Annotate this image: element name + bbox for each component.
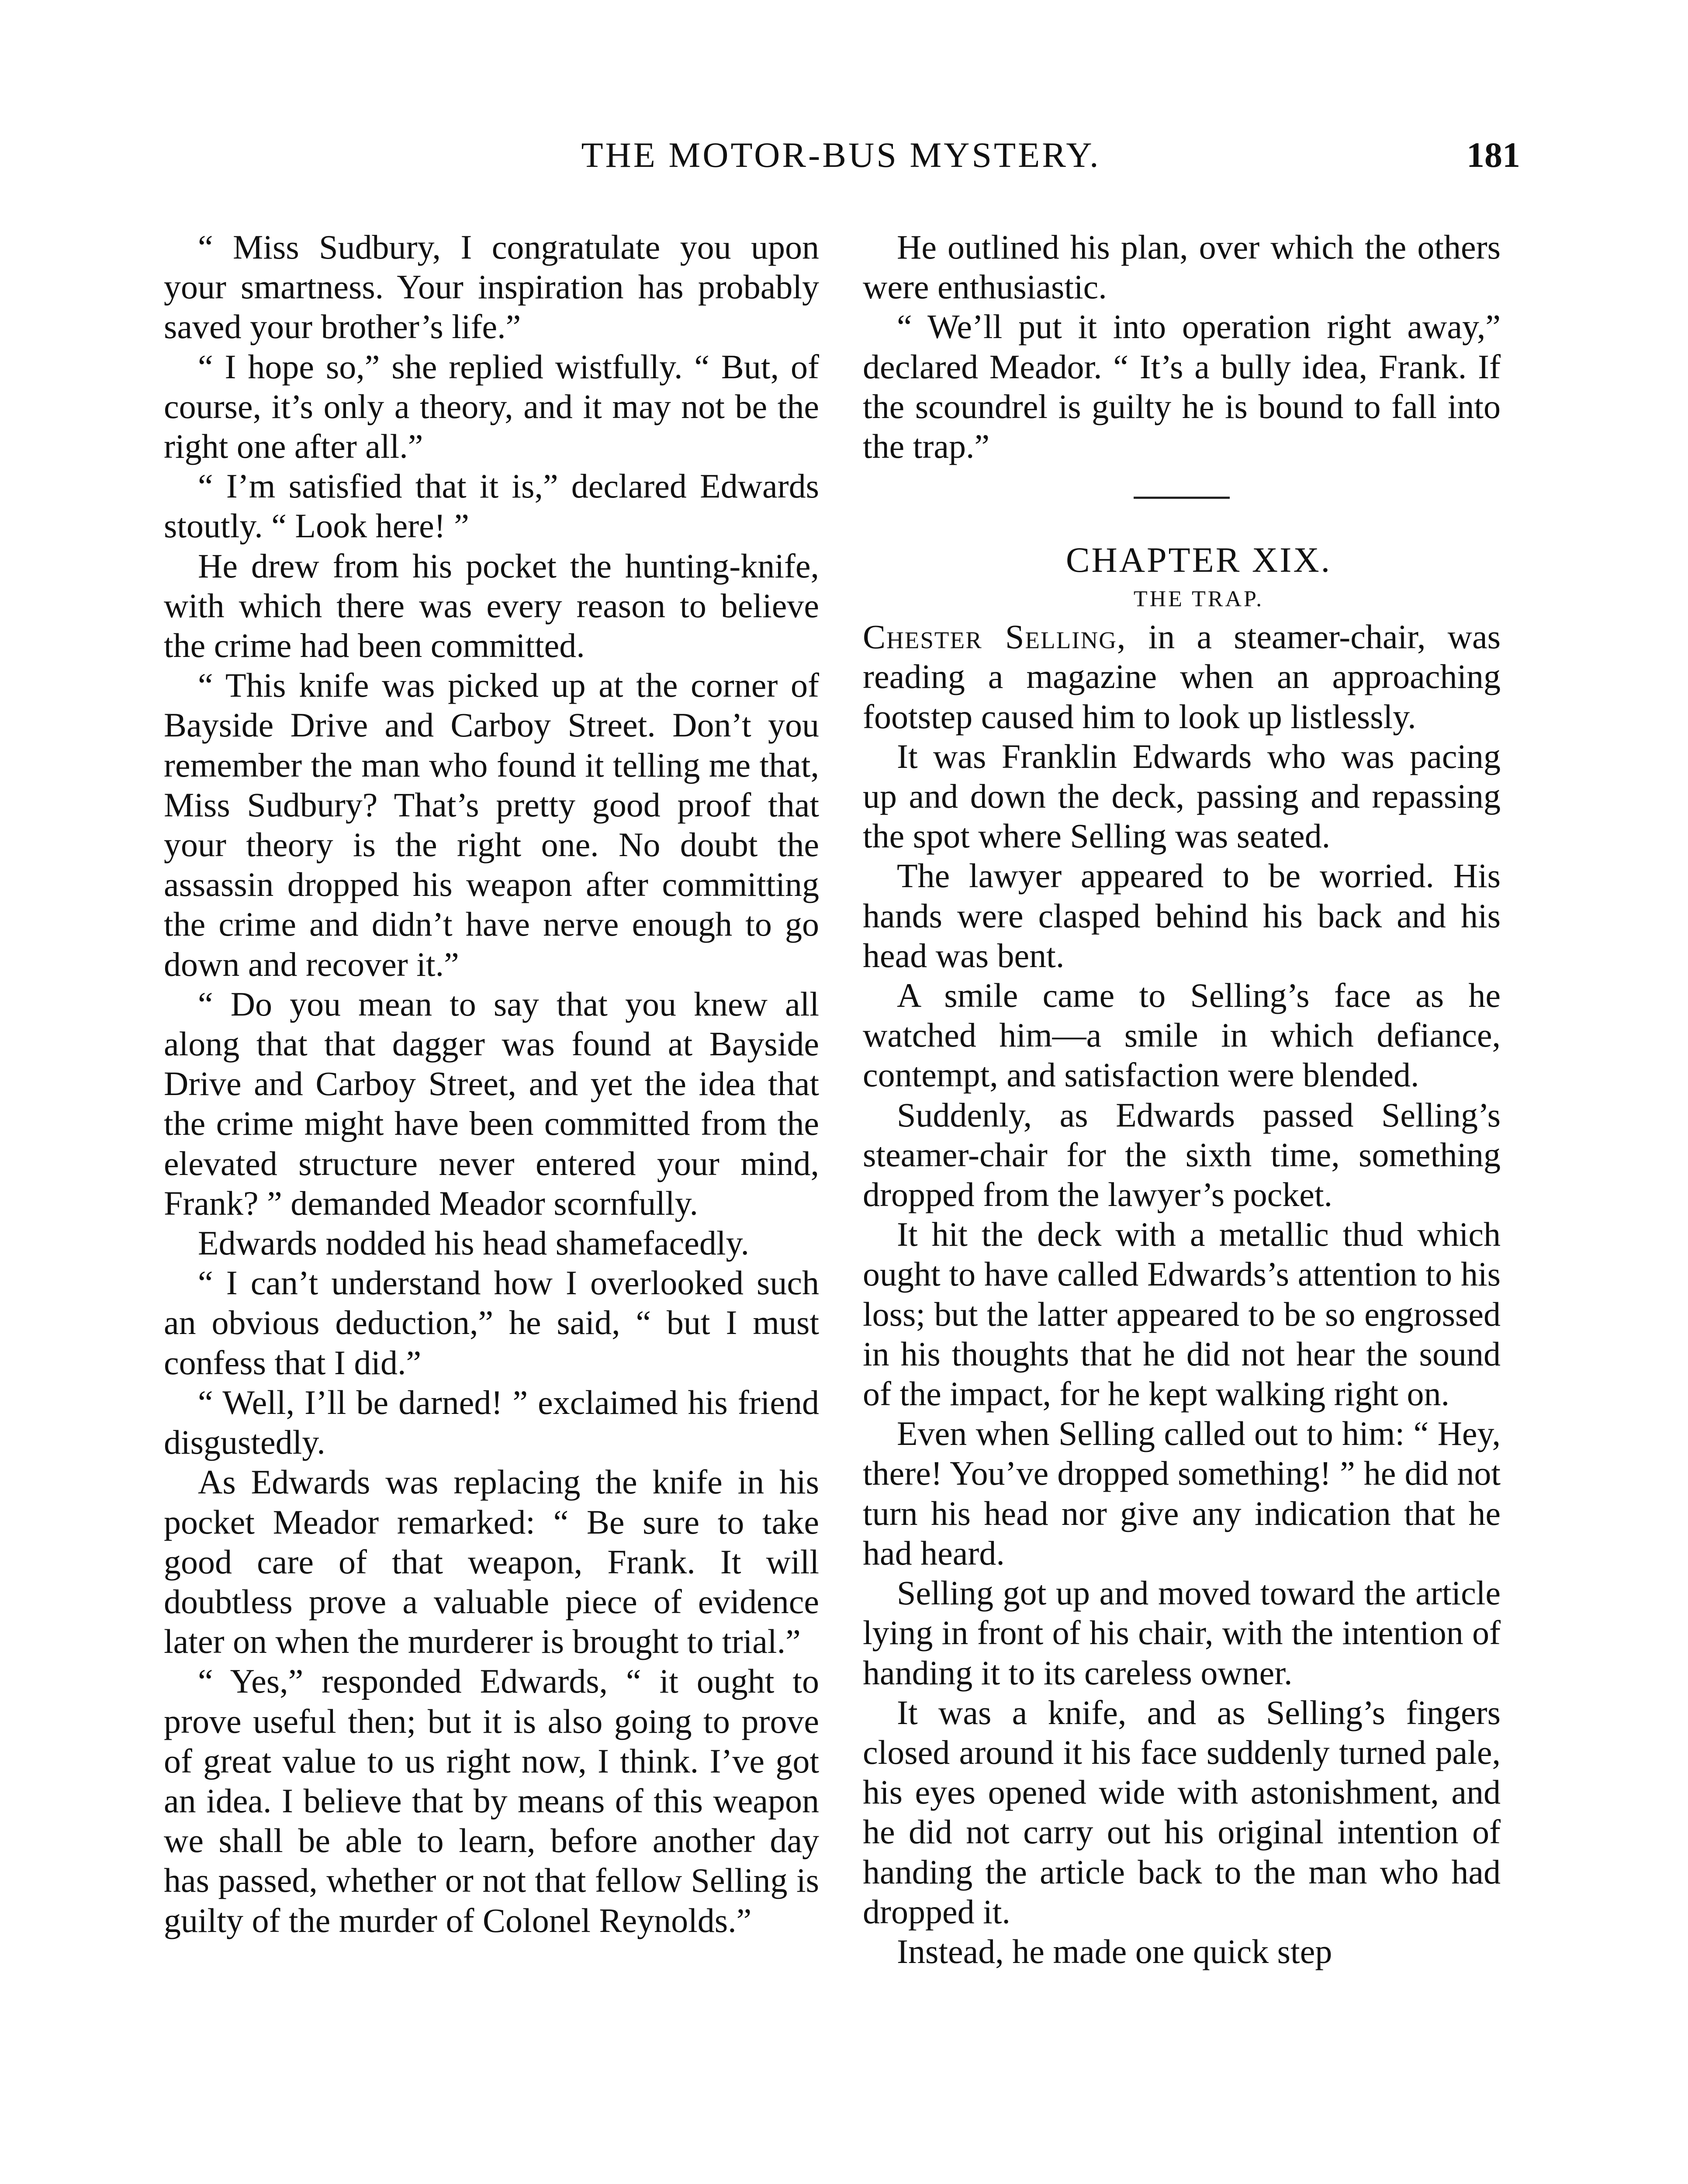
paragraph: He outlined his plan, over which the others were enthusiastic. (863, 228, 1501, 306)
section-divider (1134, 497, 1230, 499)
paragraph: A smile came to Selling’s face as he watched him—a smile in which defiance, contempt, and satisfaction were blended. (863, 976, 1501, 1094)
chapter-opening-paragraph (863, 617, 1501, 736)
lead-name: Chester Selling, (863, 618, 1127, 656)
paragraph: “ I’m satisfied that it is,” declared Edwards stoutly. “ Look here! ” (164, 467, 819, 545)
paragraph: It was a knife, and as Selling’s fingers closed around it his face suddenly turned pale, his eyes opened wide with astonishment, and he did not carry out his original intention of handing the article back to the man who had dropped it. (863, 1693, 1501, 1931)
paragraph: Even when Selling called out to him: “ Hey, there! You’ve dropped something! ” he did not turn his head nor give any indication that he had heard. (863, 1414, 1501, 1572)
chapter-subtitle: THE TRAP. (1133, 587, 1264, 612)
paragraph: Selling got up and moved toward the article lying in front of his chair, with the intention of handing it to its careless owner. (863, 1574, 1501, 1692)
chapter-heading: CHAPTER XIX. (1065, 540, 1332, 580)
paragraph: Instead, he made one quick step (897, 1932, 1332, 1970)
opening-text: in a steamer-chair, was reading a magazine when an approaching footstep caused him to look up listlessly. (863, 618, 1501, 736)
right-column (863, 227, 1501, 1971)
paragraph: As Edwards was replacing the knife in his pocket Meador remarked: “ Be sure to take good care of that weapon, Frank. It will doubtless prove a valuable piece of evidence later on when the murderer is brought to trial.” (164, 1463, 819, 1661)
paragraph: “ I hope so,” she replied wistfully. “ But, of course, it’s only a theory, and it may not be the right one after all.” (164, 347, 819, 466)
paragraph: It hit the deck with a metallic thud which ought to have called Edwards’s attention to his loss; but the latter appeared to be so engrossed in his thoughts that he did not hear the sound of the impact, for he kept walking right on. (863, 1215, 1501, 1413)
running-title: THE MOTOR-BUS MYSTERY. (581, 135, 1101, 175)
paragraph: “ I can’t understand how I overlooked such an obvious deduction,” he said, “ but I must confess that I did.” (164, 1264, 819, 1382)
running-head (162, 131, 1520, 179)
paragraph: It was Franklin Edwards who was pacing up and down the deck, passing and repassing the spot where Selling was seated. (863, 737, 1501, 855)
paragraph: “ This knife was picked up at the corner of Bayside Drive and Carboy Street. Don’t you remember the man who found it telling me that, Miss Sudbury? That’s pretty good proof that your theory is the right one. No doubt the assassin dropped his weapon after committing the crime and didn’t have nerve enough to go down and recover it.” (164, 666, 819, 983)
paragraph: Edwards nodded his head shamefacedly. (198, 1224, 750, 1262)
paragraph: “ Well, I’ll be darned! ” exclaimed his friend disgustedly. (164, 1383, 819, 1462)
paragraph: “ Do you mean to say that you knew all along that that dagger was found at Bayside Drive and Carboy Street, and yet the idea that the crime might have been committed from the elevated structure never entered your mind, Frank? ” demanded Meador scornfully. (164, 985, 819, 1222)
paragraph: “ We’ll put it into operation right away,” declared Meador. “ It’s a bully idea, Frank. If the scoundrel is guilty he is bound to fall into the trap.” (863, 308, 1501, 466)
paragraph: The lawyer appeared to be worried. His hands were clasped behind his back and his head was bent. (863, 857, 1501, 975)
paragraph: “ Miss Sudbury, I congratulate you upon your smartness. Your inspiration has probably saved your brother’s life.” (164, 228, 819, 346)
paragraph: “ Yes,” responded Edwards, “ it ought to prove useful then; but it is also going to prove of great value to us right now, I think. I’ve got an idea. I believe that by means of this weapon we shall be able to learn, before another day has passed, whether or not that fellow Selling is guilty of the murder of Colonel Reynolds.” (164, 1662, 819, 1939)
paragraph: Suddenly, as Edwards passed Selling’s steamer-chair for the sixth time, something dropped from the lawyer’s pocket. (863, 1095, 1501, 1214)
paragraph: He drew from his pocket the hunting-knife, with which there was every reason to believe the crime had been committed. (164, 546, 819, 665)
left-column (164, 227, 819, 1940)
page-number: 181 (1467, 135, 1520, 175)
